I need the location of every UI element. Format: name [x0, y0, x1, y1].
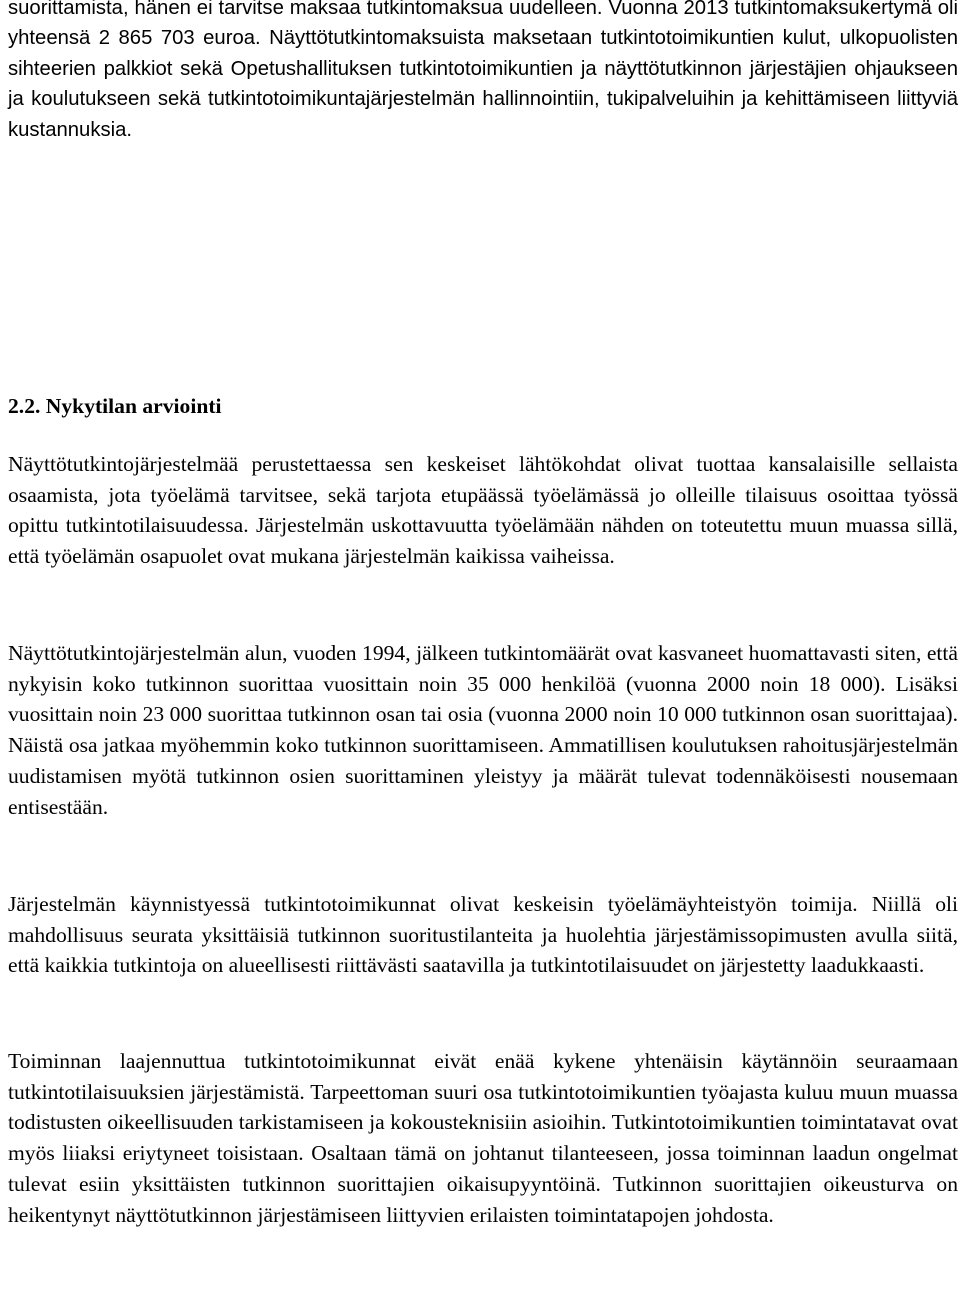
- section-heading: 2.2. Nykytilan arviointi: [8, 394, 222, 418]
- paragraph-4: Toiminnan laajennuttua tutkintotoimikunnat eivät enää kykene yhtenäisin käytännöin seuraamaan tutkintotilaisuuksien järjestämistä. Tarpeettoman suuri osa tutkintotoimikuntien työajasta kuluu muun muassa todistusten oikeellisuuden tarkistamiseen ja kokousteknisiin asioihin. Tutkintotoimikuntien toimintatavat ovat myös liiaksi eriytyneet toisistaan. Osaltaan tämä on johtanut tilanteeseen, jossa toiminnan laadun ongelmat tulevat esiin yksittäisten tutkinnon suorittajien oikaisupyyntöinä. Tutkinnon suorittajien oikeusturva on heikentynyt näyttötutkinnon järjestämiseen liittyvien erilaisten toimintatapojen johdosta.: [8, 1049, 958, 1227]
- paragraph-1: Näyttötutkintojärjestelmää perustettaessa sen keskeiset lähtökohdat olivat tuottaa kansalaisille sellaista osaamista, jota työelämä tarvitsee, sekä tarjota etupäässä työelämässä jo olleille tilaisuus osoittaa työssä opittu tutkintotilaisuudessa. Järjestelmän uskottavuutta työelämään nähden on toteutettu muun muassa sillä, että työelämän osapuolet ovat mukana järjestelmän kaikissa vaiheissa.: [8, 452, 958, 569]
- paragraph-2: Näyttötutkintojärjestelmän alun, vuoden 1994, jälkeen tutkintomäärät ovat kasvaneet huomattavasti siten, että nykyisin koko tutkinnon suorittaa vuosittain noin 35 000 henkilöä (vuonna 2000 noin 18 000). Lisäksi vuosittain noin 23 000 suorittaa tutkinnon osan tai osia (vuonna 2000 noin 10 000 tutkinnon osan suorittajaa). Näistä osa jatkaa myöhemmin koko tutkinnon suorittamiseen. Ammatillisen koulutuksen rahoitusjärjestelmän uudistamisen myötä tutkinnon osien suorittaminen yleistyy ja määrät tulevat todennäköisesti nousemaan entisestään.: [8, 641, 958, 819]
- intro-paragraph: suorittamista, hänen ei tarvitse maksaa tutkintomaksua uudelleen. Vuonna 2013 tutkintomaksukertymä oli yhteensä 2 865 703 euroa. Näyttötutkintomaksuista maksetaan tutkintotoimikuntien kulut, ulkopuolisten sihteerien palkkiot sekä Opetushallituksen tutkintotoimikuntien ja näyttötutkinnon järjestäjien ohjaukseen ja koulutukseen sekä tutkintotoimikuntajärjestelmän hallinnointiin, tukipalveluihin ja kehittämiseen liittyviä kustannuksia.: [8, 0, 958, 141]
- paragraph-3: Järjestelmän käynnistyessä tutkintotoimikunnat olivat keskeisin työelämäyhteistyön toimija. Niillä oli mahdollisuus seurata yksittäisiä tutkinnon suoritustilanteita ja huolehtia järjestämissopimusten avulla siitä, että kaikkia tutkintoja on alueellisesti riittävästi saatavilla ja tutkintotilaisuudet on järjestetty laadukkaasti.: [8, 892, 958, 978]
